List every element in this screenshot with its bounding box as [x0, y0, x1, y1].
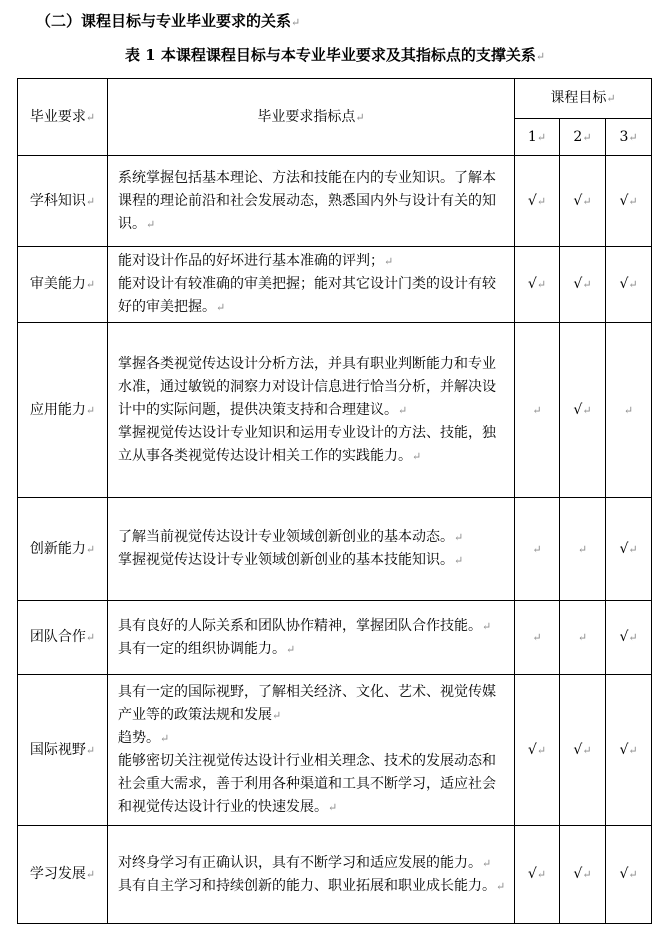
indicator-line: 能对设计作品的好坏进行基本准确的评判；↵ — [118, 253, 394, 269]
header-row — [18, 79, 652, 119]
table-row — [18, 498, 652, 601]
table-row — [18, 156, 652, 247]
check-mark-icon: √ — [573, 741, 583, 758]
section-title: （二）课程目标与专业毕业要求的关系↵ — [36, 12, 301, 30]
goal-1-support-cell: ↵ — [515, 498, 560, 601]
indicator-cell — [108, 323, 515, 498]
table-row — [18, 826, 652, 924]
goal-3-support-cell: √↵ — [606, 498, 652, 601]
support-relation-table — [17, 78, 652, 924]
indicator-line: 具有自主学习和持续创新的能力、职业拓展和职业成长能力。↵ — [118, 877, 506, 894]
goal-3-support-cell: ↵ — [606, 323, 652, 498]
requirement-cell: 审美能力↵ — [18, 247, 108, 323]
goal-3-support-cell: √↵ — [606, 247, 652, 323]
table-caption: 表 1 本课程课程目标与本专业毕业要求及其指标点的支撑关系↵ — [124, 46, 546, 64]
check-mark-icon: √ — [619, 866, 629, 882]
indicator-line: 了解当前视觉传达设计专业领域创新创业的基本动态。↵ — [118, 529, 464, 545]
indicator-line: 能够密切关注视觉传达设计行业相关理念、技术的发展动态和社会重大需求，善于利用各种渠道和工具不断学习，适应社会和视觉传达设计行业的快速发展。↵ — [118, 753, 496, 815]
requirement-cell: 应用能力↵ — [18, 323, 108, 498]
check-mark-icon: √ — [573, 276, 583, 292]
goal-1-support-cell: ↵ — [515, 601, 560, 675]
goal-1-support-cell: √↵ — [515, 247, 560, 323]
header-indicator-cell: 毕业要求指标点↵ — [108, 79, 515, 156]
goal-3-support-cell: √↵ — [606, 601, 652, 675]
goal-3-support-cell: √↵ — [606, 826, 652, 924]
goal-1-support-cell: √↵ — [515, 826, 560, 924]
check-mark-icon: √ — [527, 192, 537, 209]
header-req-cell: 毕业要求↵ — [18, 79, 108, 156]
goal-1-support-cell: √↵ — [515, 675, 560, 826]
requirement-cell: 创新能力↵ — [18, 498, 108, 601]
indicator-cell — [108, 247, 515, 323]
check-mark-icon: √ — [619, 276, 629, 292]
check-mark-icon: √ — [573, 866, 583, 882]
indicator-line: 系统掌握包括基本理论、方法和技能在内的专业知识。了解本课程的理论前沿和社会发展动态，熟悉国内外与设计有关的知识。↵ — [118, 169, 496, 232]
indicator-cell — [108, 156, 515, 247]
indicator-line: 具有一定的国际视野，了解相关经济、文化、艺术、视觉传媒产业等的政策法规和发展↵ — [118, 684, 496, 723]
table-row — [18, 601, 652, 675]
paragraph-mark-icon: ↵ — [291, 16, 301, 29]
goal-2-support-cell: ↵ — [560, 498, 606, 601]
indicator-line: 对终身学习有正确认识，具有不断学习和适应发展的能力。↵ — [118, 854, 492, 871]
check-mark-icon: √ — [573, 401, 583, 418]
table-row — [18, 323, 652, 498]
goal-2-support-cell: √↵ — [560, 247, 606, 323]
indicator-cell — [108, 498, 515, 601]
goal-number-1: 1↵ — [515, 119, 560, 156]
goal-2-support-cell: √↵ — [560, 675, 606, 826]
indicator-line: 掌握视觉传达设计专业知识和运用专业设计的方法、技能，独立从事各类视觉传达设计相关工作的实践能力。↵ — [118, 424, 496, 464]
requirement-cell: 国际视野↵ — [18, 675, 108, 826]
paragraph-mark-icon: ↵ — [535, 50, 546, 63]
indicator-line: 具有良好的人际关系和团队协作精神，掌握团队合作技能。↵ — [118, 617, 492, 634]
check-mark-icon: √ — [527, 276, 537, 292]
indicator-line: 能对设计有较准确的审美把握；能对其它设计门类的设计有较好的审美把握。↵ — [118, 276, 496, 315]
table-row — [18, 247, 652, 323]
indicator-line: 趋势。↵ — [118, 730, 170, 746]
indicator-cell — [108, 826, 515, 924]
requirement-cell: 学科知识↵ — [18, 156, 108, 247]
indicator-line: 掌握视觉传达设计专业领域创新创业的基本技能知识。↵ — [118, 552, 464, 568]
check-mark-icon: √ — [619, 192, 629, 209]
goal-2-support-cell: √↵ — [560, 156, 606, 247]
check-mark-icon: √ — [527, 741, 537, 758]
goal-1-support-cell: √↵ — [515, 156, 560, 247]
table-row — [18, 675, 652, 826]
indicator-line: 具有一定的组织协调能力。↵ — [118, 640, 296, 657]
check-mark-icon: √ — [619, 629, 629, 645]
requirement-cell: 团队合作↵ — [18, 601, 108, 675]
requirement-cell: 学习发展↵ — [18, 826, 108, 924]
indicator-cell — [108, 601, 515, 675]
check-mark-icon: √ — [527, 866, 537, 882]
indicator-line: 掌握各类视觉传达设计分析方法，并具有职业判断能力和专业水准，通过敏锐的洞察力对设计信息进行恰当分析，并解决设计中的实际问题，提供决策支持和合理建议。↵ — [118, 355, 496, 418]
goal-2-support-cell: ↵ — [560, 601, 606, 675]
goal-number-2: 2↵ — [560, 119, 606, 156]
check-mark-icon: √ — [573, 192, 583, 209]
check-mark-icon: √ — [619, 540, 629, 557]
goal-2-support-cell: √↵ — [560, 323, 606, 498]
goal-1-support-cell: ↵ — [515, 323, 560, 498]
goal-2-support-cell: √↵ — [560, 826, 606, 924]
goal-3-support-cell: √↵ — [606, 675, 652, 826]
goal-3-support-cell: √↵ — [606, 156, 652, 247]
indicator-cell — [108, 675, 515, 826]
check-mark-icon: √ — [619, 741, 629, 758]
goal-number-3: 3↵ — [606, 119, 652, 156]
header-goals-cell: 课程目标↵ — [515, 79, 652, 119]
